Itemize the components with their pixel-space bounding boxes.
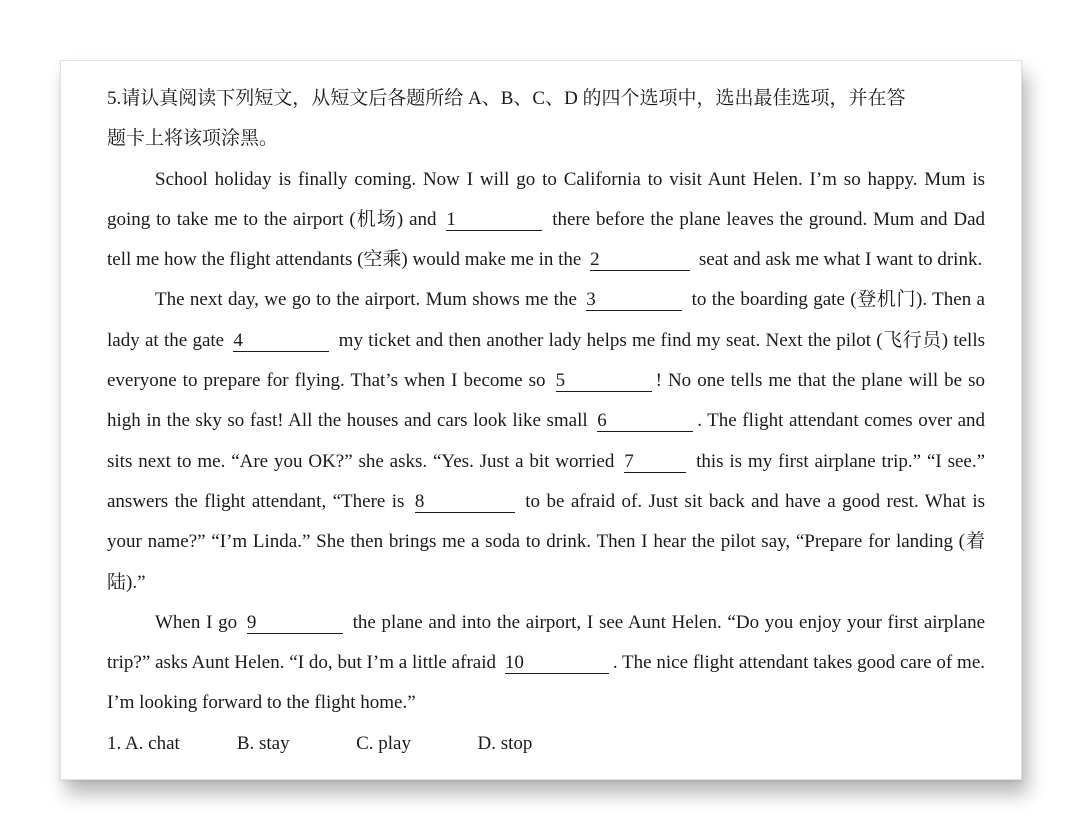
blank-10: 10 [505, 653, 609, 674]
paragraph-2-text-a: The next day, we go to the airport. Mum shows me the [155, 289, 577, 311]
paragraph-3-text-a: When I go [155, 611, 238, 633]
paragraph-2-text-g: to be afraid of. Just sit back and have a good rest. What is your name?” “I’m Linda.” She then brings me a soda to drink. Then I hear the pilot say, “Prepare for landing (着陆).” [107, 490, 986, 593]
document-page [60, 60, 1022, 780]
paragraph-2-text-c: my ticket and then another lady helps me find my seat. Next the pilot (飞行员) tells everyone to prepare for flying. That’s when I become so [107, 329, 986, 392]
question-1-options: 1. A. chat B. stay C. play D. stop [107, 732, 533, 754]
blank-1: 1 [446, 210, 542, 231]
reading-passage [107, 79, 985, 764]
blank-3: 3 [586, 290, 682, 311]
blank-4: 4 [233, 331, 329, 352]
blank-9: 9 [247, 613, 343, 634]
paragraph-3-text-c: . The nice flight attendant takes good care of me. I’m looking forward to the flight home.” [107, 652, 985, 714]
blank-8: 8 [415, 492, 515, 513]
paragraph-2-text-b: to the boarding gate (登机门). Then a lady at the gate [107, 289, 985, 351]
question-instruction [107, 79, 985, 160]
paragraph-1 [107, 160, 985, 281]
instruction-line-1: 5.请认真阅读下列短文，从短文后各题所给 A、B、C、D 的四个选项中，选出最佳选项，并在答 [107, 88, 906, 109]
paragraph-3 [107, 603, 985, 724]
paragraph-2-text-e: . The flight attendant comes over and sits next to me. “Are you OK?” she asks. “Yes. Just a bit worried [107, 410, 986, 472]
paragraph-1-text-c: seat and ask me what I want to drink. [698, 249, 983, 271]
blank-6: 6 [597, 411, 693, 432]
paragraph-1-text-b: there before the plane leaves the ground. Mum and Dad tell me how the flight attendants (空乘) would make me in the [107, 208, 986, 271]
paragraph-2 [107, 280, 985, 602]
paragraph-2-text-f: this is my first airplane trip.” “I see.” answers the flight attendant, “There is [107, 450, 986, 512]
paragraph-1-text-a: School holiday is finally coming. Now I will go to California to visit Aunt Helen. I’m so happy. Mum is going to take me to the airport (机场) and [107, 168, 985, 230]
blank-7: 7 [624, 452, 686, 473]
blank-2: 2 [590, 250, 690, 271]
instruction-line-2: 题卡上将该项涂黑。 [107, 128, 279, 150]
paragraph-3-text-b: the plane and into the airport, I see Aunt Helen. “Do you enjoy your first airplane trip?” asks Aunt Helen. “I do, but I’m a little afraid [107, 611, 986, 674]
blank-5: 5 [556, 371, 652, 392]
paragraph-2-text-d: ! No one tells me that the plane will be so high in the sky so fast! All the houses and cars look like small [107, 370, 986, 432]
